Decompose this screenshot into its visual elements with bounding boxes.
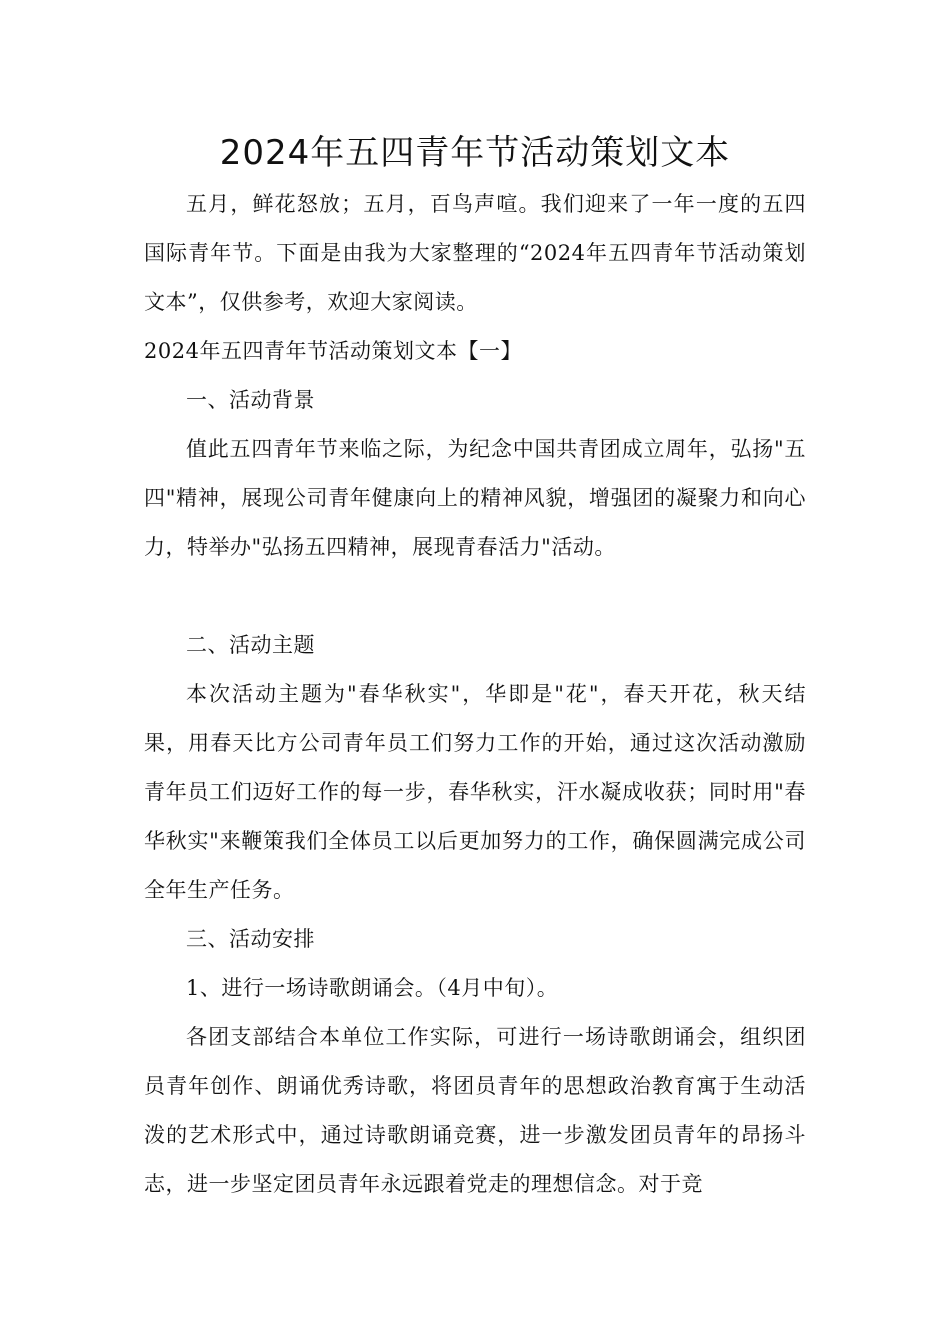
document-body xyxy=(144,180,806,1209)
subtitle: 2024年五四青年节活动策划文本【一】 xyxy=(144,339,522,363)
item-body-poetry: 各团支部结合本单位工作实际，可进行一场诗歌朗诵会，组织团员青年创作、朗诵优秀诗歌，将团员青年的思想政治教育寓于生动活泼的艺术形式中，通过诗歌朗诵竞赛，进一步激发团员青年的昂扬斗志，进一步坚定团员青年永远跟着党走的理想信念。对于竞 xyxy=(144,1025,806,1196)
section-heading-theme: 二、活动主题 xyxy=(186,633,315,657)
section-body-background: 值此五四青年节来临之际，为纪念中国共青团成立周年，弘扬"五四"精神，展现公司青年健康向上的精神风貌，增强团的凝聚力和向心力，特举办"弘扬五四精神，展现青春活力"活动。 xyxy=(144,437,806,559)
section-body-theme: 本次活动主题为"春华秋实"，华即是"花"，春天开花，秋天结果，用春天比方公司青年员工们努力工作的开始，通过这次活动激励青年员工们迈好工作的每一步，春华秋实，汗水凝成收获；同时用"春华秋实"来鞭策我们全体员工以后更加努力的工作，确保圆满完成公司全年生产任务。 xyxy=(144,682,806,902)
intro-paragraph: 五月，鲜花怒放；五月，百鸟声喧。我们迎来了一年一度的五四国际青年节。下面是由我为大家整理的“2024年五四青年节活动策划文本”，仅供参考，欢迎大家阅读。 xyxy=(144,192,806,314)
section-heading-background: 一、活动背景 xyxy=(186,388,315,412)
document-title: 2024年五四青年节活动策划文本 xyxy=(219,133,731,173)
section-heading-arrangement: 三、活动安排 xyxy=(186,927,315,951)
blank-line xyxy=(144,572,806,621)
item-heading-poetry: 1、进行一场诗歌朗诵会。（4月中旬）。 xyxy=(186,976,559,1000)
